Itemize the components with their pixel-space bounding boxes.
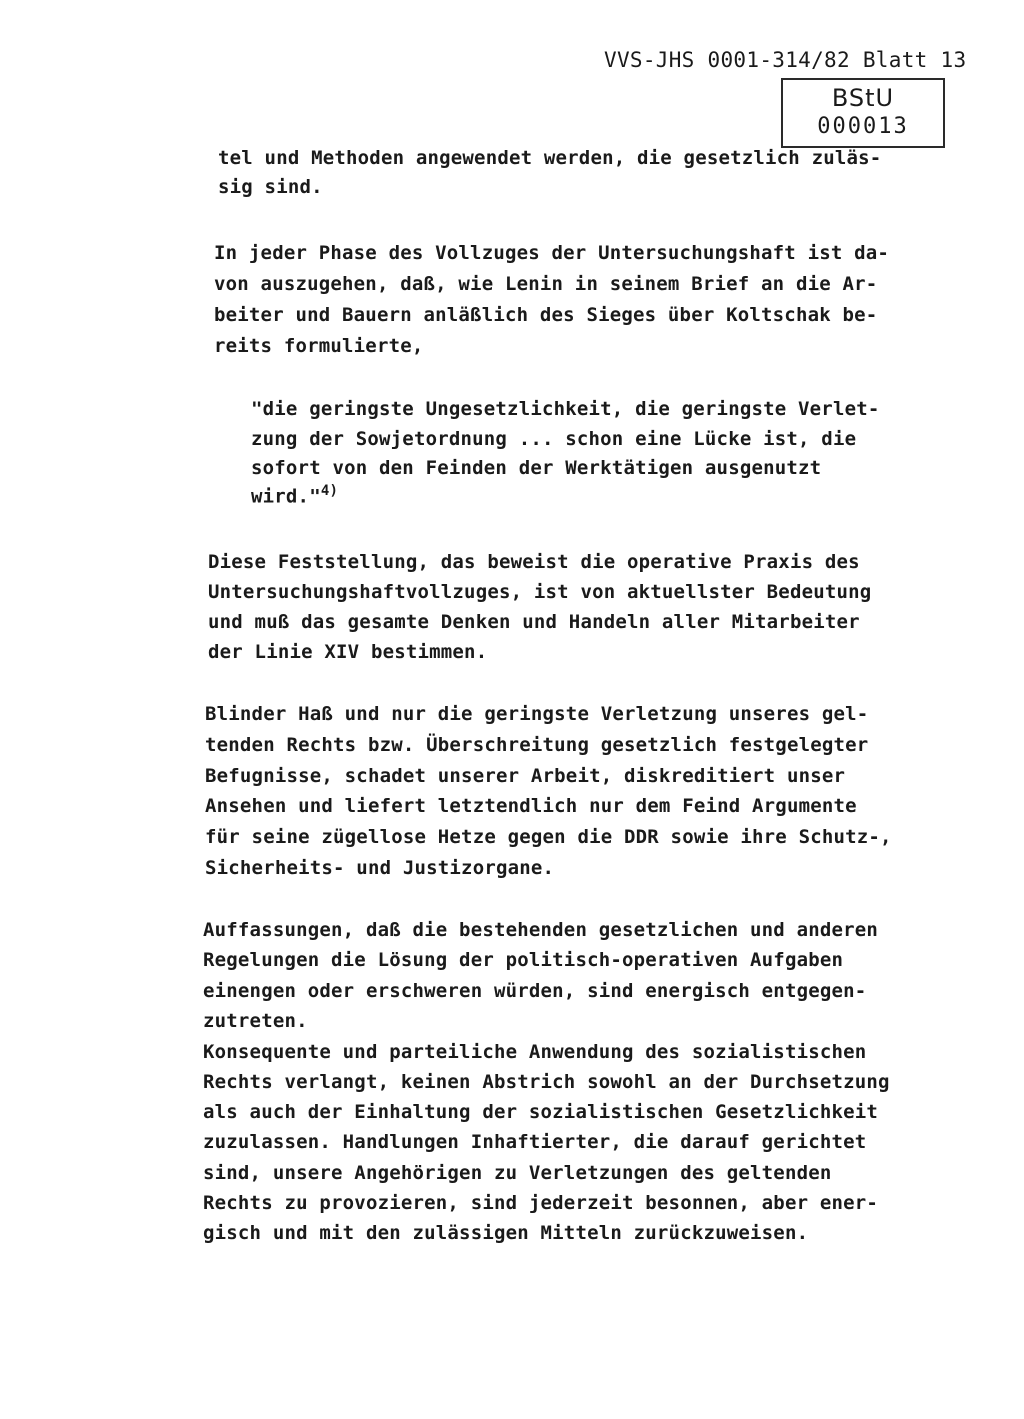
text-line: zuzulassen. Handlungen Inhaftierter, die darauf gerichtet [203,1131,867,1153]
text-line: Blinder Haß und nur die geringste Verletzung unseres gel- [205,703,869,725]
document-reference: VVS-JHS 0001-314/82 Blatt 13 [604,48,967,72]
archive-stamp [781,78,945,148]
text-line: Sicherheits- und Justizorgane. [205,857,555,879]
text-line: einengen oder erschweren würden, sind energisch entgegen- [203,980,867,1002]
text-line: als auch der Einhaltung der sozialistischen Gesetzlichkeit [203,1101,879,1123]
quote-line: zung der Sowjetordnung ... schon eine Lücke ist, die [251,428,857,450]
text-line: Auffassungen, daß die bestehenden gesetzlichen und anderen [203,919,879,941]
quote-line-text: wird." [251,485,321,508]
quote-line: sofort von den Feinden der Werktätigen ausgenutzt [251,457,822,479]
text-line: Untersuchungshaftvollzuges, ist von aktuellster Bedeutung [208,581,872,603]
text-line: Ansehen und liefert letztendlich nur dem Feind Argumente [205,795,857,817]
text-line: von auszugehen, daß, wie Lenin in seinem Brief an die Ar- [214,273,878,295]
text-line: Rechts verlangt, keinen Abstrich sowohl an der Durchsetzung [203,1071,890,1093]
footnote-marker: 4) [320,483,339,499]
quote-line [251,483,338,507]
text-line: für seine zügellose Hetze gegen die DDR sowie ihre Schutz-, [205,826,892,848]
text-line: reits formulierte, [214,335,424,357]
text-line: beiter und Bauern anläßlich des Sieges über Koltschak be- [214,304,878,326]
text-line: Diese Feststellung, das beweist die operative Praxis des [208,551,860,573]
text-line: sind, unsere Angehörigen zu Verletzungen des geltenden [203,1162,832,1184]
stamp-agency: BStU [831,84,895,112]
stamp-number: 000013 [817,114,909,139]
text-line: Konsequente und parteiliche Anwendung des sozialistischen [203,1041,867,1063]
text-line: Rechts zu provozieren, sind jederzeit besonnen, aber ener- [203,1192,879,1214]
text-line: Regelungen die Lösung der politisch-operativen Aufgaben [203,949,844,971]
quote-line: "die geringste Ungesetzlichkeit, die geringste Verlet- [251,398,880,420]
text-line: Befugnisse, schadet unserer Arbeit, diskreditiert unser [205,765,846,787]
text-line: zutreten. [203,1010,308,1032]
text-line: tenden Rechts bzw. Überschreitung gesetzlich festgelegter [205,734,869,756]
text-line: sig sind. [218,176,323,198]
text-line: der Linie XIV bestimmen. [208,641,488,663]
text-line: und muß das gesamte Denken und Handeln aller Mitarbeiter [208,611,860,633]
text-line: tel und Methoden angewendet werden, die gesetzlich zuläs- [218,147,882,169]
text-line: gisch und mit den zulässigen Mitteln zurückzuweisen. [203,1222,809,1244]
text-line: In jeder Phase des Vollzuges der Untersuchungshaft ist da- [214,242,890,264]
